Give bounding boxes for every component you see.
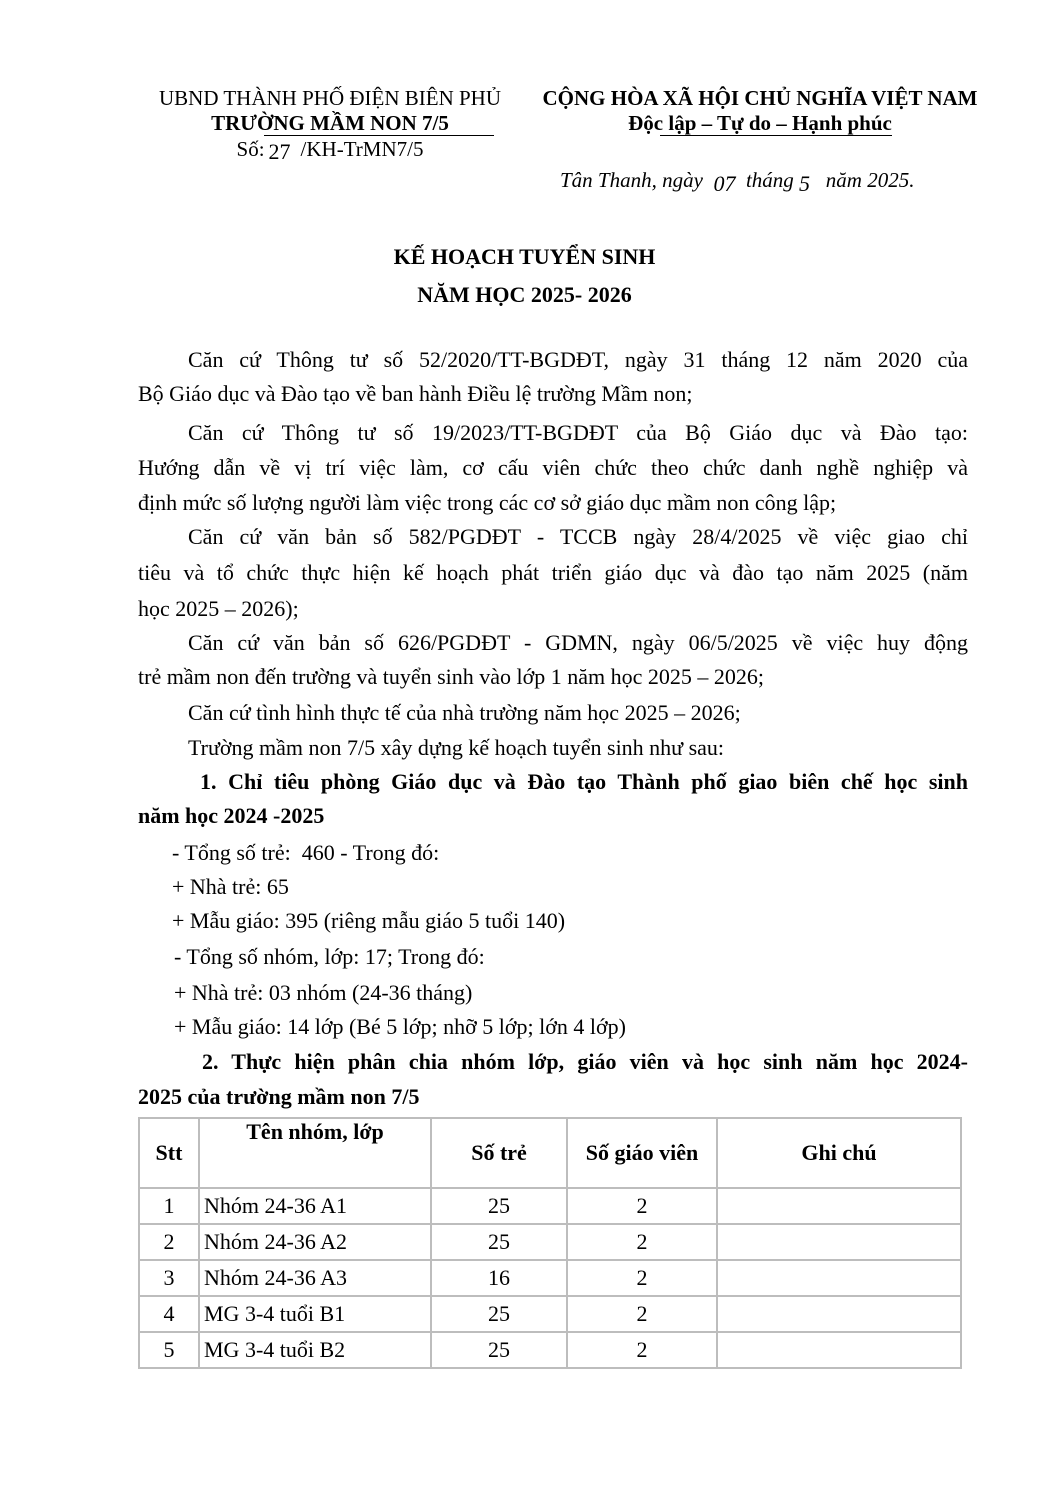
cell-children: 25 [431, 1296, 567, 1332]
column-header-teachers: Số giáo viên [567, 1118, 717, 1188]
cell-notes [717, 1260, 961, 1296]
cell-class-name: Nhóm 24-36 A3 [199, 1260, 431, 1296]
basis-3-line-2: tiêu và tổ chức thực hiện kế hoạch phát triển giáo dục và đào tạo năm 2025 (năm [138, 560, 968, 585]
document-subtitle: NĂM HỌC 2025- 2026 [417, 282, 632, 307]
motto-underline [660, 135, 892, 136]
cell-notes [717, 1224, 961, 1260]
table-row [139, 1224, 961, 1260]
motto-text: Độc lập – Tự do – Hạnh phúc [628, 111, 892, 135]
issuing-authority-block [130, 86, 530, 162]
cell-children: 25 [431, 1224, 567, 1260]
motto [515, 111, 1005, 136]
cell-class-name: MG 3-4 tuổi B1 [199, 1296, 431, 1332]
authority-name: UBND THÀNH PHỐ ĐIỆN BIÊN PHỦ [158, 86, 502, 110]
school-name [211, 111, 449, 136]
quota-nursery: + Nhà trẻ: 65 [172, 874, 289, 899]
cell-stt: 3 [139, 1260, 199, 1296]
cell-notes [717, 1332, 961, 1368]
quota-kindergarten-classes: + Mẫu giáo: 14 lớp (Bé 5 lớp; nhỡ 5 lớp; lớn 4 lớp) [174, 1014, 626, 1039]
plan-intro: Trường mầm non 7/5 xây dựng kế hoạch tuyển sinh như sau: [188, 735, 725, 760]
cell-class-name: Nhóm 24-36 A1 [199, 1188, 431, 1224]
quota-total-classes: - Tổng số nhóm, lớp: 17; Trong đó: [174, 944, 485, 969]
cell-teachers: 2 [567, 1260, 717, 1296]
document-number-suffix: /KH-TrMN7/5 [300, 137, 424, 161]
date-month-label: tháng [745, 168, 794, 192]
basis-2-line-3: định mức số lượng người làm việc trong các cơ sở giáo dục mầm non công lập; [138, 490, 837, 515]
section-1-heading-line-1: 1. Chỉ tiêu phòng Giáo dục và Đào tạo Thành phố giao biên chế học sinh [200, 769, 968, 794]
document-title: KẾ HOẠCH TUYỂN SINH [393, 244, 656, 269]
basis-4-line-2: trẻ mầm non đến trường và tuyển sinh vào lớp 1 năm học 2025 – 2026; [138, 664, 765, 689]
cell-teachers: 2 [567, 1296, 717, 1332]
class-allocation-table [138, 1117, 962, 1369]
table-header-row [139, 1118, 961, 1188]
basis-5: Căn cứ tình hình thực tế của nhà trường năm học 2025 – 2026; [188, 700, 741, 725]
nation-name: CỘNG HÒA XÃ HỘI CHỦ NGHĨA VIỆT NAM [542, 86, 978, 110]
date-month: 5 [799, 171, 811, 196]
school-name-underline [264, 135, 494, 136]
cell-stt: 5 [139, 1332, 199, 1368]
table-row [139, 1332, 961, 1368]
column-header-class-name: Tên nhóm, lớp [199, 1118, 431, 1188]
date-day: 07 [713, 171, 736, 196]
cell-children: 25 [431, 1332, 567, 1368]
cell-class-name: Nhóm 24-36 A2 [199, 1224, 431, 1260]
document-number [130, 136, 530, 162]
section-2-heading-line-1: 2. Thực hiện phân chia nhóm lớp, giáo viên và học sinh năm học 2024- [202, 1049, 968, 1074]
basis-3-line-3: học 2025 – 2026); [138, 596, 299, 621]
cell-teachers: 2 [567, 1188, 717, 1224]
cell-class-name: MG 3-4 tuổi B2 [199, 1332, 431, 1368]
table-row [139, 1188, 961, 1224]
column-header-stt: Stt [139, 1118, 199, 1188]
document-number-prefix: Số: [236, 137, 265, 161]
school-name-text: TRƯỜNG MẦM NON 7/5 [211, 111, 449, 135]
section-1-heading-line-2: năm học 2024 -2025 [138, 803, 325, 828]
column-header-children: Số trẻ [431, 1118, 567, 1188]
cell-teachers: 2 [567, 1332, 717, 1368]
basis-1-line-1: Căn cứ Thông tư số 52/2020/TT-BGDĐT, ngày 31 tháng 12 năm 2020 của [188, 347, 968, 372]
quota-nursery-groups: + Nhà trẻ: 03 nhóm (24-36 tháng) [174, 980, 473, 1005]
document-number-value: 27 [268, 139, 291, 164]
basis-1-line-2: Bộ Giáo dục và Đào tạo về ban hành Điều lệ trường Mầm non; [138, 381, 693, 406]
cell-stt: 2 [139, 1224, 199, 1260]
basis-3-line-1: Căn cứ văn bản số 582/PGDĐT - TCCB ngày 28/4/2025 về việc giao chỉ [188, 524, 968, 549]
cell-children: 16 [431, 1260, 567, 1296]
column-header-notes: Ghi chú [717, 1118, 961, 1188]
basis-2-line-2: Hướng dẫn về vị trí việc làm, cơ cấu viên chức theo chức danh nghề nghiệp và [138, 455, 968, 480]
date-line [560, 167, 915, 196]
cell-children: 25 [431, 1188, 567, 1224]
basis-2-line-1: Căn cứ Thông tư số 19/2023/TT-BGDĐT của Bộ Giáo dục và Đào tạo: [188, 420, 968, 445]
cell-teachers: 2 [567, 1224, 717, 1260]
date-year: năm 2025. [825, 168, 915, 192]
date-place: Tân Thanh, ngày [560, 168, 703, 192]
section-2-heading-line-2: 2025 của trường mầm non 7/5 [138, 1084, 420, 1109]
table-row [139, 1296, 961, 1332]
quota-kindergarten: + Mẫu giáo: 395 (riêng mẫu giáo 5 tuổi 140) [172, 908, 566, 933]
cell-stt: 4 [139, 1296, 199, 1332]
basis-4-line-1: Căn cứ văn bản số 626/PGDĐT - GDMN, ngày 06/5/2025 về việc huy động [188, 630, 968, 655]
table-row [139, 1260, 961, 1296]
national-header-block [515, 86, 1005, 136]
cell-notes [717, 1188, 961, 1224]
cell-stt: 1 [139, 1188, 199, 1224]
quota-total-children: - Tổng số trẻ: 460 - Trong đó: [172, 840, 440, 865]
cell-notes [717, 1296, 961, 1332]
